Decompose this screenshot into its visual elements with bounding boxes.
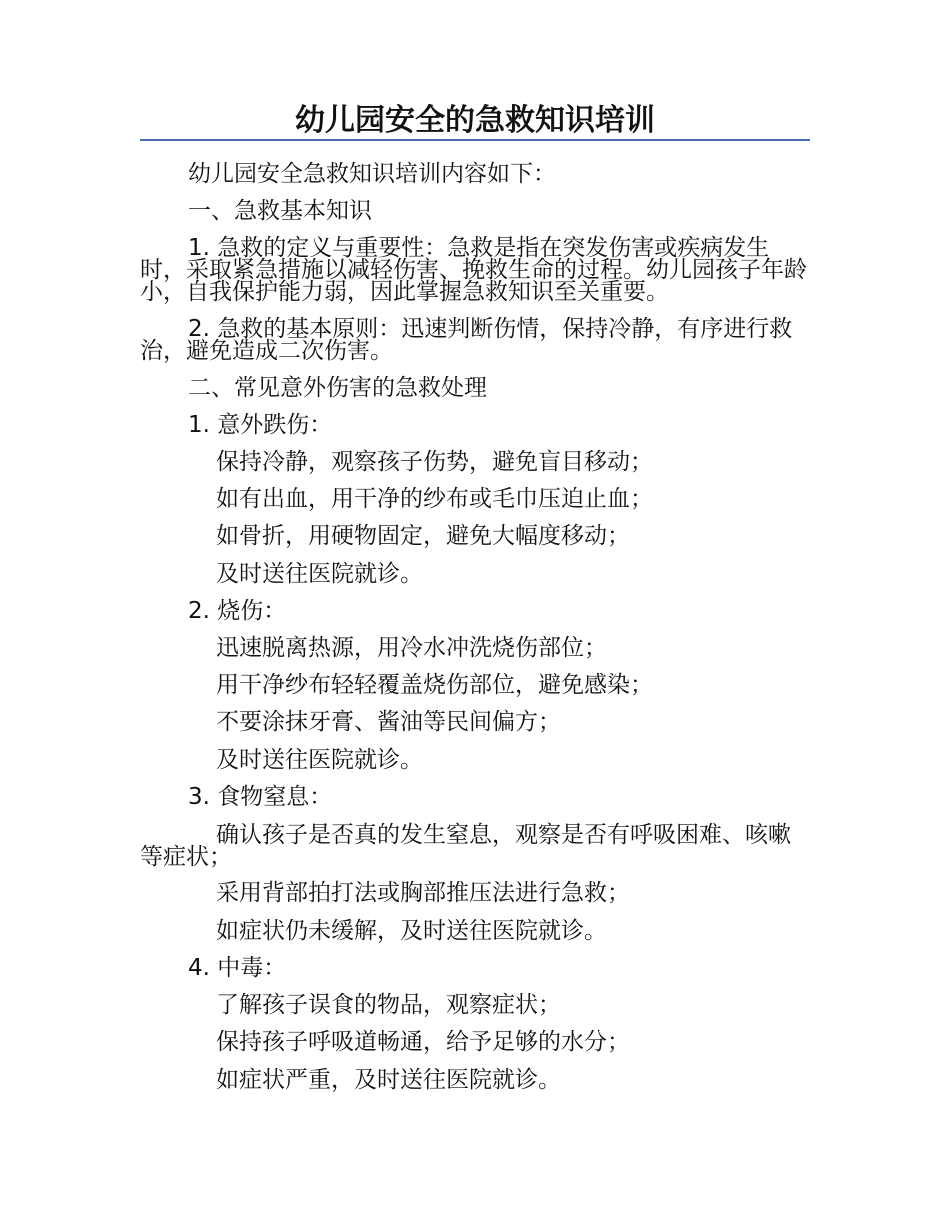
paragraph-definition: 1. 急救的定义与重要性：急救是指在突发伤害或疾病发生时，采取紧急措施以减轻伤害、挽救生命的过程。幼儿园孩子年龄小，自我保护能力弱，因此掌握急救知识至关重要。 xyxy=(140,235,807,305)
list-item: 保持冷静，观察孩子伤势，避免盲目移动； xyxy=(216,449,653,475)
list-item: 用干净纱布轻轻覆盖烧伤部位，避免感染； xyxy=(216,672,653,698)
list-item: 确认孩子是否真的发生窒息，观察是否有呼吸困难、咳嗽等症状； xyxy=(140,822,791,870)
list-item: 不要涂抹牙膏、酱油等民间偏方； xyxy=(216,709,561,735)
list-item: 了解孩子误食的物品，观察症状； xyxy=(216,992,561,1018)
list-item: 如骨折，用硬物固定，避免大幅度移动； xyxy=(216,523,630,549)
list-item: 及时送往医院就诊。 xyxy=(216,747,423,773)
list-item: 及时送往医院就诊。 xyxy=(216,561,423,587)
subsection-title: 1. 意外跌伤： xyxy=(188,412,333,438)
subsection-title: 4. 中毒： xyxy=(188,955,287,981)
list-item: 采用背部拍打法或胸部推压法进行急救； xyxy=(216,880,630,906)
list-item: 保持孩子呼吸道畅通，给予足够的水分； xyxy=(216,1029,630,1055)
section-heading: 二、常见意外伤害的急救处理 xyxy=(188,375,487,401)
list-item: 如症状严重，及时送往医院就诊。 xyxy=(216,1067,561,1093)
intro-text: 幼儿园安全急救知识培训内容如下： xyxy=(188,161,556,187)
subsection-title: 2. 烧伤： xyxy=(188,598,287,624)
paragraph-principles: 2. 急救的基本原则：迅速判断伤情，保持冷静，有序进行救治，避免造成二次伤害。 xyxy=(140,316,793,364)
document-title: 幼儿园安全的急救知识培训 xyxy=(140,101,810,141)
list-item: 如症状仍未缓解，及时送往医院就诊。 xyxy=(216,918,607,944)
list-item: 迅速脱离热源，用冷水冲洗烧伤部位； xyxy=(216,635,607,661)
section-heading: 一、急救基本知识 xyxy=(188,198,372,224)
list-item: 如有出血，用干净的纱布或毛巾压迫止血； xyxy=(216,486,653,512)
subsection-title: 3. 食物窒息： xyxy=(188,784,333,810)
